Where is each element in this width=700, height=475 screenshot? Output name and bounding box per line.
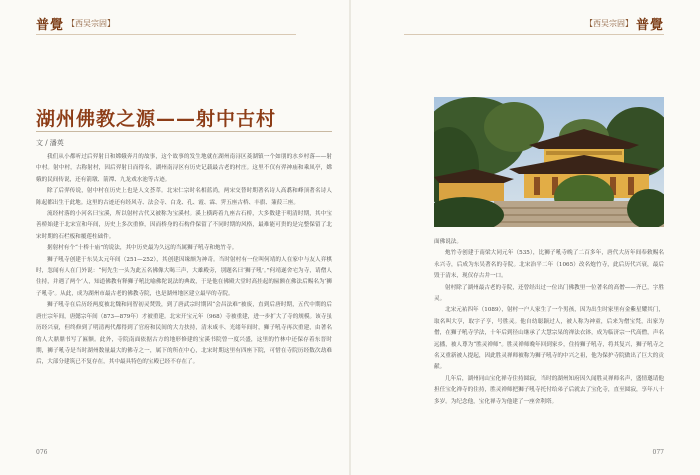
article-author: 文 / 潘英 (36, 139, 64, 147)
section-tag: 【西吴宗固】 (584, 19, 633, 28)
magazine-logo: 普覺 (36, 18, 65, 33)
title-rule (36, 131, 332, 132)
paragraph: 北宋元祐四年（1089），射村一户人家生了一个男孩，因为出生时家里有金紫星耀其门，取名叫大亨，取字子亨，号胜灵。他自幼聪颖过人，被人称为神童，后来为僧宝梵，出家为僧，在狮子吼寺学法，十年后到径山继承了大慧宗杲的禅法衣钵，成为临济宗一代高僧，声名远播，被人尊为“胜灵禅师”。胜灵禅师晚年回到家乡，住持狮子吼寺，将其复兴，狮子吼寺之名又重新被人提起，因此胜灵禅师被称为狮子吼寺的中兴之祖，他为保护寺院做出了巨大的贡献。 (434, 307, 664, 371)
temple-illustration (434, 97, 664, 227)
paragraph: 狮子吼寺在后历经两度被北魏和同智初灵焚毁，到了唐武宗时期因“会昌法难”被废，直到后唐时期，五代中期的后唐庄宗年间，唐懿宗年间（873—879年）才被重建。北宋开宝元年（968）寺被重建，进一步扩大了寺的规模。该寺虽历经兴衰，但终修到了明清两代都得到了官府和民间的大力扶持，清末咸丰、光绪年间时，狮子吼寺再次重建，由著名的人大鼎鼎书写了匾额。此外，寺院南面依据古方的地形修建的宝溪书院曾一度兴盛，这里的竹林中还保存着东晋时期，狮子吼寺是当时湖州数量最大的佛寺之一，属下的所在中心，北宋时期这里有四座下院，可惜在寺院历经数次劫难后，大部分建筑已不复存在，其中最具特色的宝殿已经不存在了。 (36, 302, 332, 366)
section-tag: 【西吴宗固】 (67, 19, 116, 28)
page-gutter (349, 0, 351, 475)
article-title: 湖州佛教之源——射中古村 (36, 108, 277, 130)
right-header-rule (404, 34, 664, 35)
left-page-number: 076 (36, 449, 48, 456)
paragraph: 据射村有个“十桥十庙”的说法，其中历史最为久远的当属狮子吼寺和炮竹寺。 (47, 245, 238, 252)
left-page-header (36, 14, 115, 33)
right-page-number: 077 (652, 449, 664, 456)
paragraph: 炮竹寺创建于南梁大同元年（535），比狮子吼寺晚了二百多年，唐代大历年间奉敕赐名永兴寺，后成为东吴著名的寺院。北宋治平二年（1065）改名炮竹寺，此后历代兴衰，最后毁于清末，现仅存古井一口。 (434, 250, 664, 280)
paragraph: 面佛说法。 (434, 239, 462, 245)
paragraph: 我们从小都听过后羿射日和嫦娥奔月的故事，这个故事的发生地就在湖州南浔区菱湖镇一个如朋的水乡村落——射中村。射中村，古称射村，因后羿射日而得名，湖州南浔区有历史记载最古老的村庄。这里不仅有羿神庙和乘凤亭，嫦娥的民间传说，还有箭墩、箭潭、九龙戏水池等古迹。 (36, 154, 332, 183)
paragraph: 几年后，湖州同山宝化禅寺住持圆寂，当时的湖州知府因久闻胜灵禅师名声，盛情邀请他担任宝化禅寺的住持，胜灵禅师把狮子吼寺托付给弟子后就去了宝化寺，直至圆寂，享年八十多岁。为纪念他，宝化禅寺为他建了一座舍利塔。 (434, 375, 664, 405)
left-body-text (36, 152, 332, 369)
right-page-header (585, 14, 664, 33)
left-header-rule (36, 34, 296, 35)
paragraph: 除了后羿传说，射中村在历史上也是人文荟萃。北宋仁宗时名相蓝尚，两宋交替时期著名诗人高翥和峰顶著名诗人陈起都出生于此地。这里的古迹还有经风寺、法会寺、白龙、孔、霞、霖、霁五座古桥、丰旗、蒹葭三座。 (36, 188, 332, 206)
paragraph: 流经村落的小河名曰宝溪，所以射村古代又被称为宝溪村。溪上横跨着九座古石桥，大多数建于明清时期，其中宝善桥始建于北宋宣和年间，历史上多次重修，因而桥身的石构件保留了不同时期的风格，最难能可贵的是完整保留了北宋时期的石栏板和覆莲柱础件。 (36, 211, 332, 240)
right-body-text (434, 237, 664, 408)
temple-photo (434, 97, 664, 227)
paragraph: 狮子吼寺创建于东吴太元年间（251—252），其创建因缘颇为神奇。当时射村有一位叫何靖的人在家中与友人弈棋时，忽闻有人在门外说：“何先生一头为此五名佛像大喝三声，大雄殿旁，别题名曰‘狮子吼’。”何靖遂舍宅为寺，请僧人住持，并遇了两个‘人，知道佛教有释狮子吼比喻佛陀说法的典故，于是他在佛殿大堂时高挂起的匾额在佛法后赐名为‘狮子吼寺’。从此，成为湖州市最古老的佛教寺院，也是湖州地区建立最早的寺院。 (36, 256, 332, 297)
paragraph: 射村除了湖州最古老的寺院，还曾经出过一位出门佛教里一位著名的高僧——齐已，字胜灵。 (434, 284, 664, 303)
magazine-logo: 普覺 (635, 18, 664, 33)
